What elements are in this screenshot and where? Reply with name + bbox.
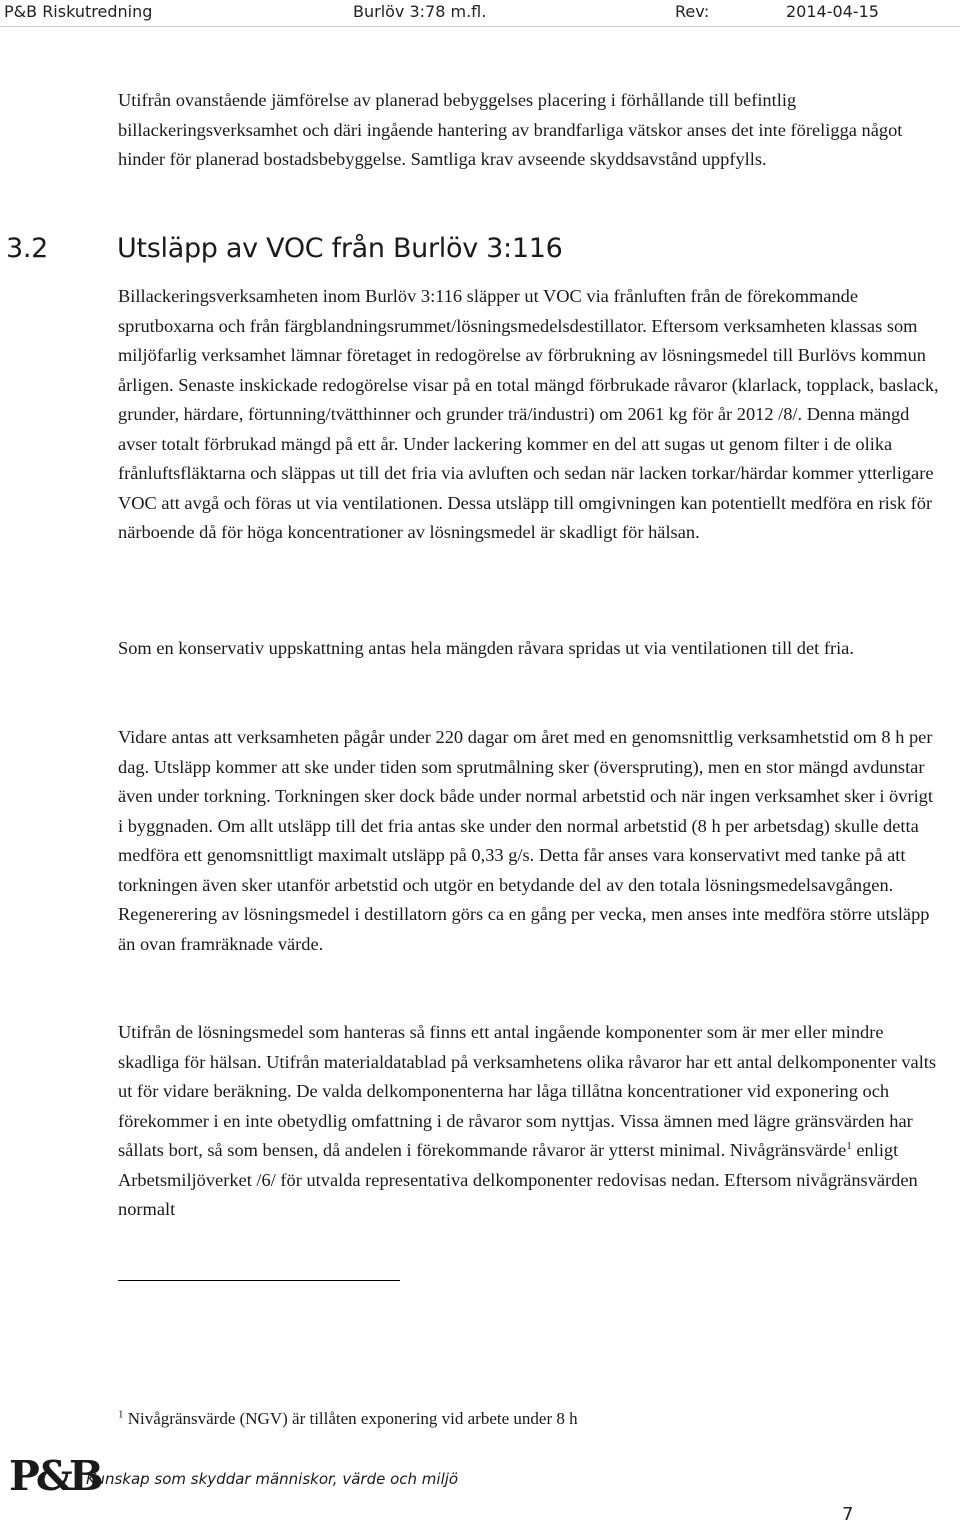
- section-heading: [6, 233, 563, 264]
- footnote-divider: [118, 1280, 400, 1281]
- operating-days-paragraph: [118, 723, 940, 959]
- components-paragraph: [118, 1018, 940, 1225]
- header-rev-date: 2014-04-15: [786, 2, 879, 21]
- intro-paragraph-text: Utifrån ovanstående jämförelse av planerad bebyggelses placering i förhållande till befintlig billackeringsverksamhet och däri ingående hantering av brandfarliga vätskor anses det inte föreligga något hinder för planerad bostadsbebyggelse. Samtliga krav avseende skyddsavstånd uppfylls.: [118, 90, 903, 169]
- conservative-paragraph: [118, 634, 940, 664]
- pb-logo-icon: [9, 1452, 100, 1500]
- header-company: P&B Riskutredning: [4, 2, 153, 21]
- page-number: 7: [842, 1504, 854, 1525]
- footer-tagline: Kunskap som skyddar människor, värde och miljö: [86, 1470, 459, 1488]
- footnote-text: Nivågränsvärde (NGV) är tillåten exponering vid arbete under 8 h: [123, 1409, 578, 1428]
- footnote-reference[interactable]: 1: [846, 1139, 852, 1152]
- conservative-paragraph-text: Som en konservativ uppskattning antas hela mängden råvara spridas ut via ventilationen till det fria.: [118, 638, 854, 658]
- components-text-start: Utifrån de lösningsmedel som hanteras så finns ett antal ingående komponenter som är mer eller mindre skadliga för hälsan. Utifrån materialdatablad på verksamhetens olika råvaror har ett antal delkomponenter valts ut för vidare beräkning. De valda delkomponenterna har låga tillåtna koncentrationer vid exponering och förekommer i en inte obetydlig omfattning i de råvaror som nyttjas. Vissa ämnen med lägre gränsvärden har sållats bort, så som bensen, då andelen i förekommande råvaror är ytterst minimal. Nivågränsvärde: [118, 1022, 937, 1160]
- operating-days-paragraph-text: Vidare antas att verksamheten pågår under 220 dagar om året med en genomsnittlig verksamhetstid om 8 h per dag. Utsläpp kommer att ske under tiden som sprutmålning sker (överspruting), men en stor mängd avdunstar även under torkning. Torkningen sker dock både under normal arbetstid och när ingen verksamhet sker i övrigt i byggnaden. Om allt utsläpp till det fria antas ske under den normal arbetstid (8 h per arbetsdag) skulle detta medföra ett genomsnittligt maximalt utsläpp på 0,33 g/s. Detta får anses vara konservativt med tanke på att torkningen även sker utanför arbetstid och utgör en betydande del av den totala lösningsmedelsavgången. Regenerering av lösningsmedel i destillatorn görs ca en gång per vecka, men anses inte medföra större utsläpp än ovan framräknade värde.: [118, 727, 933, 954]
- pb-logo-lettering: P&B: [9, 1452, 100, 1500]
- footnote-marker: 1: [118, 1408, 124, 1421]
- voc-paragraph-text: Billackeringsverksamheten inom Burlöv 3:116 släpper ut VOC via frånluften från de förekommande sprutboxarna och från färgblandningsrummet/lösningsmedelsdestillator. Eftersom verksamheten klassas som miljöfarlig verksamhet lämnar företaget in redogörelse av förbrukning av lösningsmedel till Burlövs kommun årligen. Senaste inskickade redogörelse visar på en total mängd förbrukade råvaror (klarlack, topplack, baslack, grunder, härdare, förtunning/tvätthinner och grunder trä/industri) om 2061 kg för år 2012 /8/. Denna mängd avser totalt förbrukad mängd på ett år. Under lackering kommer en del att sugas ut genom filter i de olika frånluftsfläktarna och släppas ut till det fria via avluften och sedan när lacken torkar/härdar kommer ytterligare VOC att avgå och föras ut via ventilationen. Dessa utsläpp till omgivningen kan potentiellt medföra en risk för närboende då för höga koncentrationer av lösningsmedel är skadligt för hälsan.: [118, 286, 939, 542]
- voc-paragraph: [118, 282, 940, 548]
- header-document: Burlöv 3:78 m.fl.: [353, 2, 487, 21]
- section-number: 3.2: [6, 233, 49, 264]
- components-paragraph-text: [118, 1018, 940, 1225]
- components-text-end: enligt Arbetsmiljöverket /6/ för utvalda representativa delkomponenter redovisas nedan. Eftersom nivågränsvärden normalt: [118, 1140, 918, 1219]
- pb-logo: [9, 1452, 100, 1501]
- header-rev-label: Rev:: [675, 2, 710, 21]
- intro-paragraph: [118, 86, 940, 175]
- page-header: [0, 0, 960, 27]
- footnote: [118, 1409, 578, 1429]
- section-title: Utsläpp av VOC från Burlöv 3:116: [117, 233, 563, 264]
